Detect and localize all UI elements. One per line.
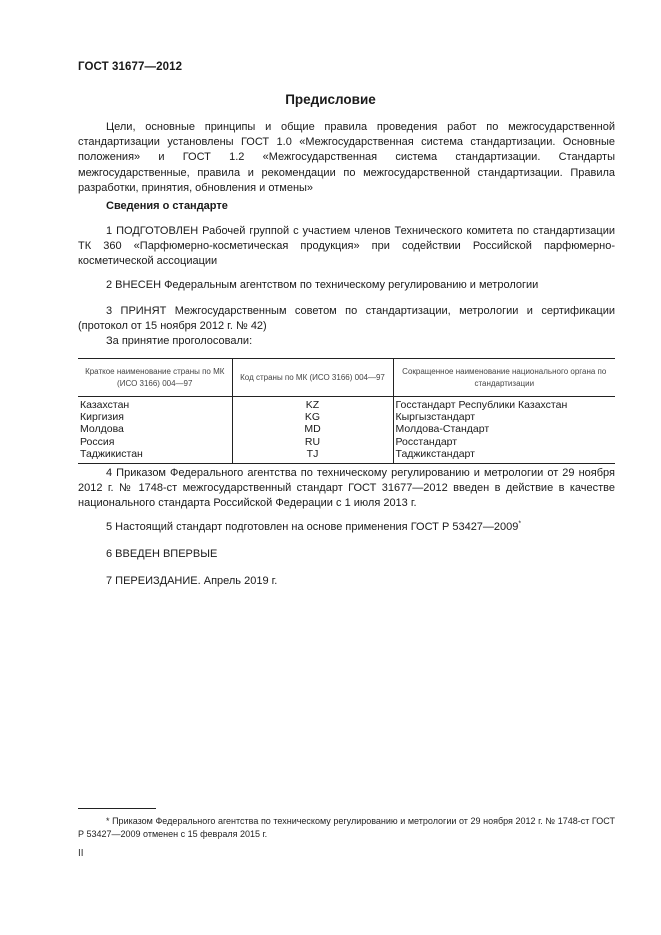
table-header-row	[78, 359, 615, 397]
table-header-body: Сокращенное наименование национального органа по стандартизации	[393, 359, 615, 397]
table-row	[78, 448, 615, 463]
table-cell-body: Госстандарт Республики Казахстан	[393, 397, 615, 412]
voting-table	[78, 358, 615, 464]
table-row	[78, 423, 615, 435]
page-number: II	[78, 848, 84, 859]
table-header-country: Краткое наименование страны по МК (ИСО 3166) 004—97	[78, 359, 232, 397]
item-5-text: 5 Настоящий стандарт подготовлен на основе применения ГОСТ Р 53427—2009	[106, 521, 519, 533]
footnote-divider	[78, 808, 156, 809]
item-7-paragraph: 7 ПЕРЕИЗДАНИЕ. Апрель 2019 г.	[106, 575, 278, 587]
table-cell-country: Казахстан	[80, 399, 130, 411]
table-cell-country: Киргизия	[80, 411, 124, 424]
table-cell-code: RU	[232, 436, 393, 448]
footnote-text: * Приказом Федерального агентства по техническому регулированию и метрологии от 29 ноября 2012 г. № 1748-ст ГОСТ Р 53427—2009 отменен с 15 февраля 2015 г.	[78, 816, 615, 839]
table-cell-body: Таджикстандарт	[393, 448, 615, 463]
voting-note: За принятие проголосовали:	[106, 335, 253, 347]
item-4-paragraph: 4 Приказом Федерального агентства по техническому регулированию и метрологии от 29 ноября 2012 г. № 1748-ст межгосударственный стандарт ГОСТ 31677—2012 введен в действие в качестве национального стандарта Российской Федерации с 1 июля 2013 г.	[78, 467, 615, 510]
table-cell-code: TJ	[232, 448, 393, 463]
item-5-paragraph	[78, 520, 615, 535]
table-header-code: Код страны по МК (ИСО 3166) 004—97	[232, 359, 393, 397]
item-6-paragraph: 6 ВВЕДЕН ВПЕРВЫЕ	[106, 548, 218, 560]
footnote-marker: *	[518, 520, 522, 528]
table-row	[78, 411, 615, 423]
item-3-paragraph: 3 ПРИНЯТ Межгосударственным советом по стандартизации, метрологии и сертификации (протокол от 15 ноября 2012 г. № 42)	[78, 305, 615, 333]
item-1-paragraph: 1 ПОДГОТОВЛЕН Рабочей группой с участием членов Технического комитета по стандартизации ТК 360 «Парфюмерно-косметическая продукция» при содействии Российской парфюмерно-косметической ассоциации	[78, 225, 615, 268]
section-heading: Сведения о стандарте	[106, 200, 228, 212]
table-cell-code: KG	[232, 411, 393, 423]
table-cell-country: Россия	[80, 435, 115, 448]
table-cell-country: Молдова	[80, 423, 124, 436]
table-row	[78, 397, 615, 412]
table-cell-code: KZ	[232, 397, 393, 412]
intro-paragraph: Цели, основные принципы и общие правила проведения работ по межгосударственной стандартизации установлены ГОСТ 1.0 «Межгосударственная система стандартизации. Основные положения» и ГОСТ 1.2 «Межгосударственная система стандартизации. Стандарты межгосударственные, правила и рекомендации по межгосударственной стандартизации. Правила разработки, принятия, обновления и отмены»	[78, 121, 615, 194]
document-code: ГОСТ 31677—2012	[78, 61, 183, 73]
table-cell-code: MD	[232, 423, 393, 435]
item-2-paragraph: 2 ВНЕСЕН Федеральным агентством по техническому регулированию и метрологии	[106, 279, 539, 291]
table-cell-body: Молдова-Стандарт	[393, 423, 615, 435]
table-row	[78, 436, 615, 448]
table-cell-body: Кыргызстандарт	[393, 411, 615, 423]
table-cell-body: Росстандарт	[393, 436, 615, 448]
page-title: Предисловие	[285, 92, 376, 107]
table-cell-country: Таджикистан	[80, 447, 143, 460]
